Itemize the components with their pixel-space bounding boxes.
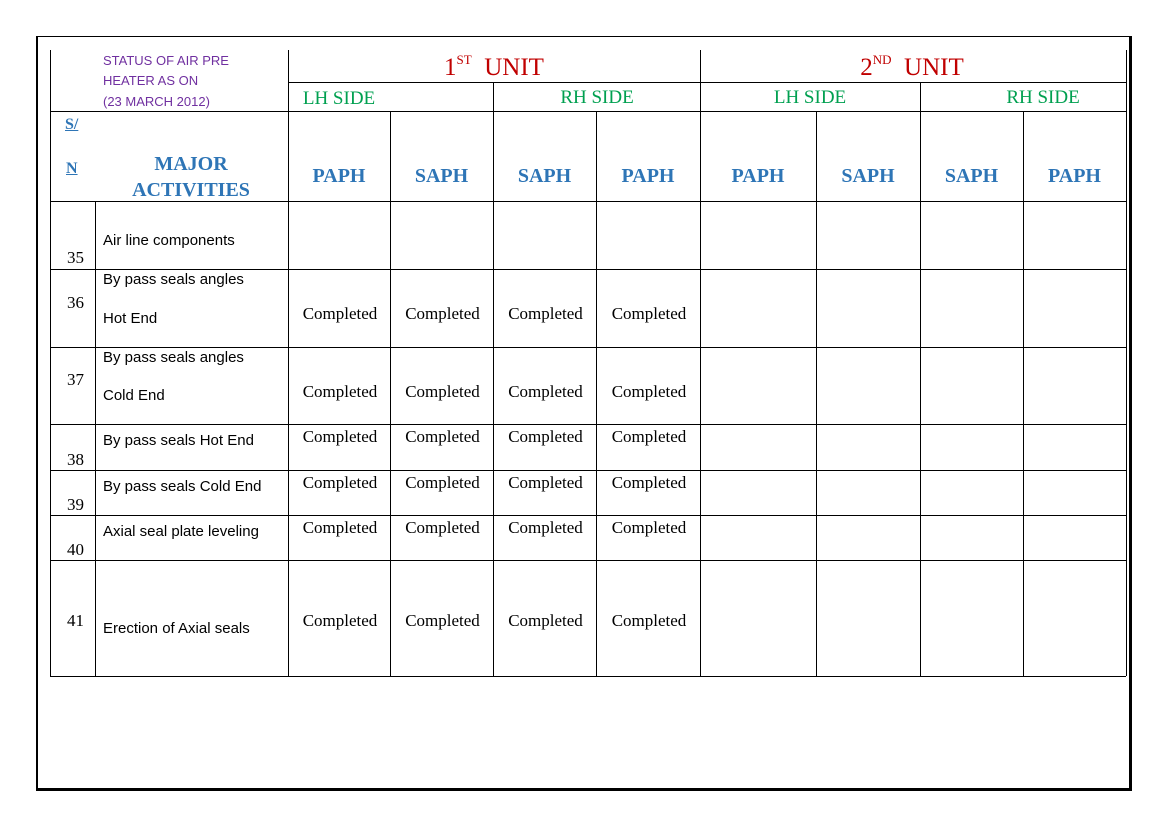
grid-line xyxy=(288,50,289,676)
unit-2-heading xyxy=(860,52,964,81)
grid-line xyxy=(596,111,597,676)
title-line-2: HEATER AS ON xyxy=(103,73,199,88)
unit-1-suffix: ST xyxy=(456,52,472,67)
status-cell: Completed xyxy=(611,382,687,401)
grid-line xyxy=(1126,50,1127,676)
status-cell: Completed xyxy=(405,611,480,630)
status-cell: Completed xyxy=(405,427,480,446)
unit-1-number: 1 xyxy=(444,54,457,81)
status-cell: Completed xyxy=(611,473,687,492)
unit-2-lh-side: LH SIDE xyxy=(773,87,847,108)
status-cell: Completed xyxy=(508,382,583,401)
column-header-paph: PAPH xyxy=(731,165,785,187)
status-cell: Completed xyxy=(508,611,583,630)
grid-line xyxy=(288,82,1126,83)
grid-line xyxy=(50,470,1126,471)
sn-header-line-2: N xyxy=(66,160,78,177)
status-cell: Completed xyxy=(405,518,480,537)
status-cell: Completed xyxy=(302,382,378,401)
status-cell: Completed xyxy=(405,304,480,323)
status-cell: Completed xyxy=(302,611,378,630)
row-sn: 35 xyxy=(67,248,84,267)
grid-line xyxy=(95,201,96,676)
title-line-1: STATUS OF AIR PRE xyxy=(103,53,229,68)
row-sn: 36 xyxy=(67,293,84,312)
activities-header-line-2: ACTIVITIES xyxy=(132,179,250,201)
status-cell: Completed xyxy=(508,304,583,323)
status-cell: Completed xyxy=(302,304,378,323)
row-sn: 39 xyxy=(67,495,84,514)
status-cell: Completed xyxy=(611,518,687,537)
grid-line xyxy=(920,82,921,676)
row-sn: 38 xyxy=(67,450,84,469)
grid-line xyxy=(50,347,1126,348)
page-frame xyxy=(36,36,1132,791)
row-activity: Hot End xyxy=(103,310,158,327)
grid-line xyxy=(50,50,51,676)
grid-line xyxy=(493,82,494,676)
row-activity: By pass seals angles xyxy=(103,349,244,366)
grid-line xyxy=(50,201,1126,202)
unit-1-word: UNIT xyxy=(484,54,544,81)
row-sn: 37 xyxy=(67,370,84,389)
column-header-paph: PAPH xyxy=(1048,165,1101,187)
column-header-saph: SAPH xyxy=(944,165,999,187)
column-header-paph: PAPH xyxy=(312,165,366,187)
row-sn: 40 xyxy=(67,540,84,559)
grid-line xyxy=(700,50,701,676)
column-header-saph: SAPH xyxy=(841,165,895,187)
grid-line xyxy=(50,515,1126,516)
status-cell: Completed xyxy=(611,611,687,630)
grid-line xyxy=(390,111,391,676)
grid-line xyxy=(50,560,1126,561)
grid-line xyxy=(50,269,1126,270)
grid-line xyxy=(816,111,817,676)
status-cell: Completed xyxy=(405,382,480,401)
activities-header-line-1: MAJOR xyxy=(154,153,228,175)
unit-1-rh-side: RH SIDE xyxy=(560,87,634,108)
row-activity: By pass seals angles xyxy=(103,271,244,288)
status-cell: Completed xyxy=(508,518,583,537)
grid-line xyxy=(50,676,1126,677)
row-activity: Erection of Axial seals xyxy=(103,620,250,637)
status-cell: Completed xyxy=(611,427,687,446)
row-activity: By pass seals Cold End xyxy=(103,478,262,495)
status-cell: Completed xyxy=(302,427,378,446)
grid-line xyxy=(50,424,1126,425)
row-sn: 41 xyxy=(67,611,84,630)
grid-line xyxy=(1023,111,1024,676)
row-activity: Axial seal plate leveling xyxy=(103,523,259,540)
row-activity: Air line components xyxy=(103,232,235,249)
column-header-paph: PAPH xyxy=(621,165,675,187)
status-cell: Completed xyxy=(405,473,480,492)
title-line-3: (23 MARCH 2012) xyxy=(103,94,210,109)
row-activity: Cold End xyxy=(103,387,165,404)
status-cell: Completed xyxy=(302,473,378,492)
grid-line xyxy=(50,111,1126,112)
unit-2-word: UNIT xyxy=(904,54,964,81)
unit-1-lh-side: LH SIDE xyxy=(302,88,376,109)
unit-2-rh-side: RH SIDE xyxy=(1006,87,1080,108)
column-header-saph: SAPH xyxy=(517,165,572,187)
sn-header-line-1: S/ xyxy=(65,116,79,133)
status-cell: Completed xyxy=(611,304,687,323)
row-activity: By pass seals Hot End xyxy=(103,432,254,449)
status-cell: Completed xyxy=(508,473,583,492)
unit-2-number: 2 xyxy=(860,54,873,81)
status-cell: Completed xyxy=(508,427,583,446)
unit-2-suffix: ND xyxy=(872,52,892,67)
unit-1-heading xyxy=(444,52,544,81)
column-header-saph: SAPH xyxy=(414,165,469,187)
status-cell: Completed xyxy=(302,518,378,537)
